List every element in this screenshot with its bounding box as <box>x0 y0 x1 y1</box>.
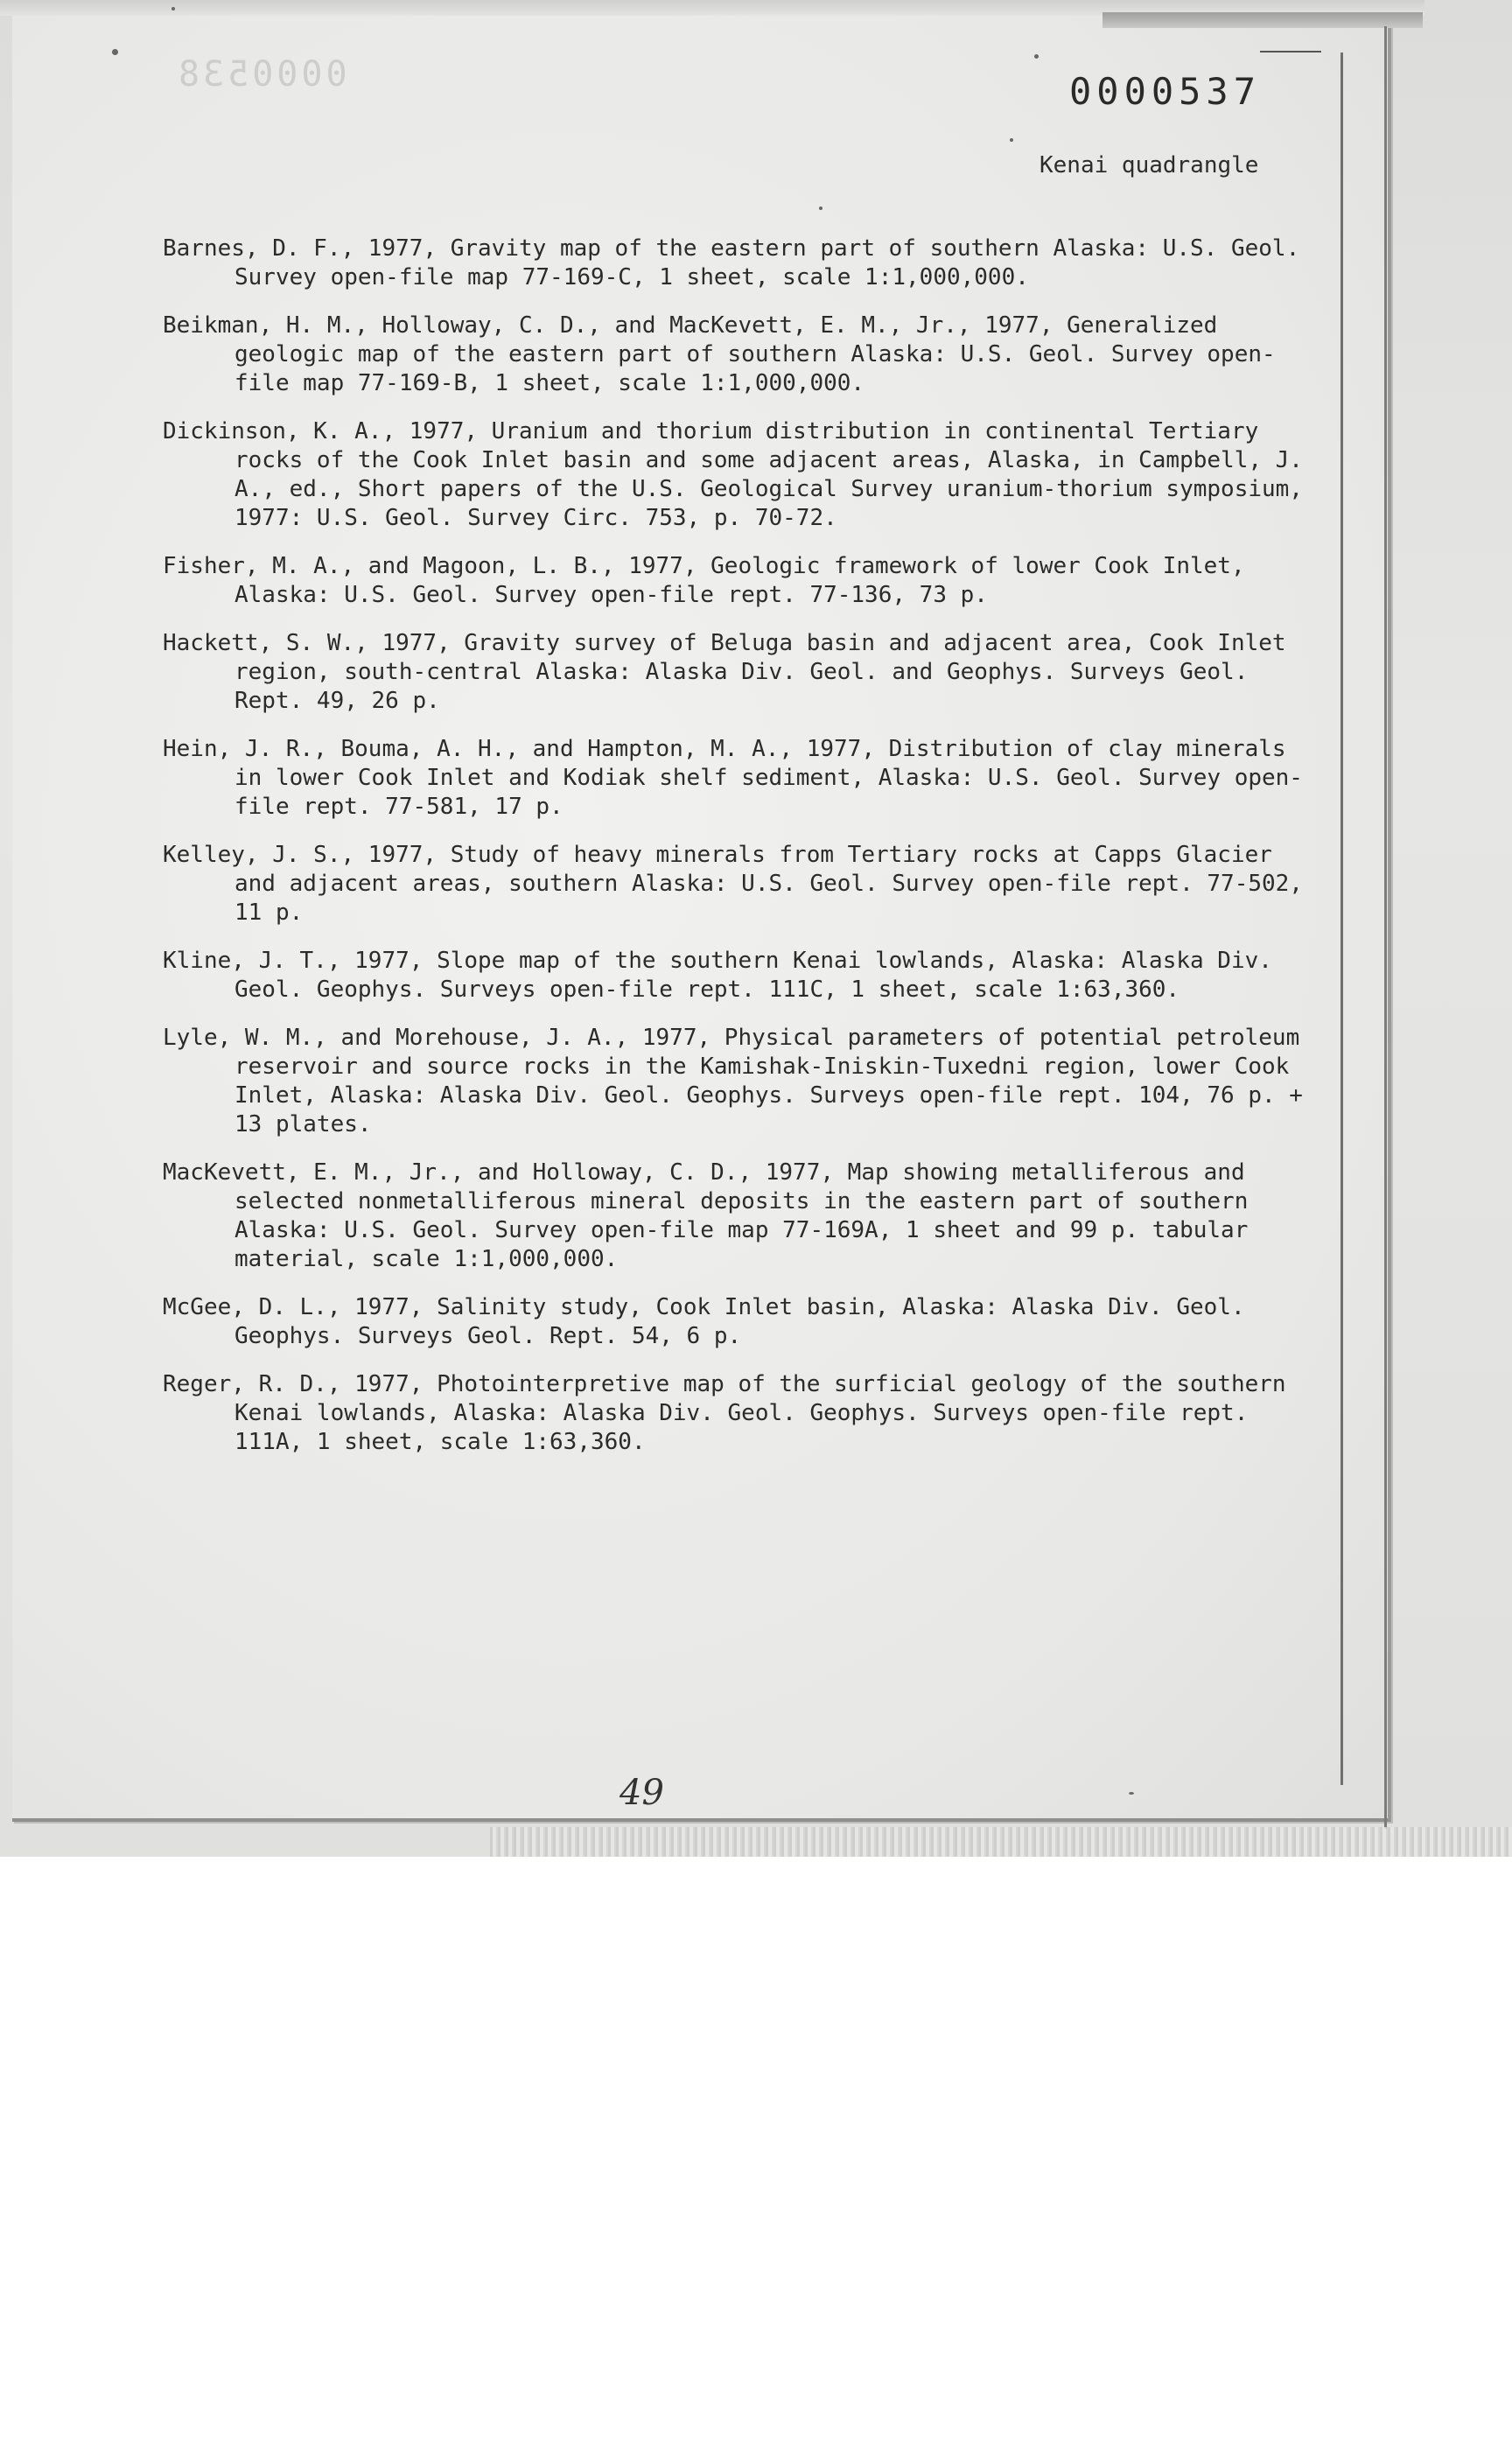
bleed-through-stamp: 0000538 <box>175 54 347 94</box>
scan-speck <box>1129 1792 1134 1795</box>
handwritten-page-number: 49 <box>620 1773 664 1813</box>
scan-top-edge-shadow <box>1102 12 1423 28</box>
reference-entry: MacKevett, E. M., Jr., and Holloway, C. D., 1977, Map showing metalliferous and selected nonmetalliferous mineral deposits in the eastern part of southern Alaska: U.S. Geol. Survey open-file map 77-169A, 1 sheet and 99 p. tabular material, scale 1:1,000,000. <box>163 1159 1249 1272</box>
corner-rule <box>1260 51 1321 52</box>
reference-entry: McGee, D. L., 1977, Salinity study, Cook Inlet basin, Alaska: Alaska Div. Geol. Geophys. Surveys Geol. Rept. 54, 6 p. <box>163 1294 1245 1349</box>
reference-entry: Reger, R. D., 1977, Photointerpretive map of the surficial geology of the southern Kenai lowlands, Alaska: Alaska Div. Geol. Geophys. Surveys open-file rept. 111A, 1 sheet, scale 1:63,360. <box>163 1371 1286 1455</box>
page-right-border <box>1340 52 1343 1785</box>
quadrangle-heading: Kenai quadrangle <box>1040 152 1259 178</box>
reference-entry: Lyle, W. M., and Morehouse, J. A., 1977, Physical parameters of potential petroleum reservoir and source rocks in the Kamishak-Iniskin-Tuxedni region, lower Cook Inlet, Alaska: Alaska Div. Geol. Geophys. Surveys open-file rept. 104, 76 p. + 13 plates. <box>163 1025 1303 1138</box>
scan-speck <box>112 49 118 55</box>
reference-entry: Hein, J. R., Bouma, A. H., and Hampton, M. A., 1977, Distribution of clay minerals in lower Cook Inlet and Kodiak shelf sediment, Alaska: U.S. Geol. Survey open-file rept. 77-581, 17 p. <box>163 736 1303 820</box>
reference-entry: Dickinson, K. A., 1977, Uranium and thorium distribution in continental Tertiary rocks of the Cook Inlet basin and some adjacent areas, Alaska, in Campbell, J. A., ed., Short papers of the U.S. Geological Survey uranium-thorium symposium, 1977: U.S. Geol. Survey Circ. 753, p. 70-72. <box>163 418 1303 531</box>
reference-entry: Kline, J. T., 1977, Slope map of the southern Kenai lowlands, Alaska: Alaska Div. Geol. Geophys. Surveys open-file rept. 111C, 1 sheet, scale 1:63,360. <box>163 948 1272 1003</box>
page-outer-border <box>1384 26 1387 1829</box>
reference-entry: Hackett, S. W., 1977, Gravity survey of Beluga basin and adjacent area, Cook Inlet region, south-central Alaska: Alaska Div. Geol. and Geophys. Surveys Geol. Rept. 49, 26 p. <box>163 630 1286 714</box>
scan-bottom-noise <box>490 1827 1512 1857</box>
reference-entry: Beikman, H. M., Holloway, C. D., and MacKevett, E. M., Jr., 1977, Generalized geologic map of the eastern part of southern Alaska: U.S. Geol. Survey open-file map 77-169-B, 1 sheet, scale 1:1,000,000. <box>163 312 1276 396</box>
scan-speck <box>172 7 175 10</box>
scan-speck <box>1034 54 1039 59</box>
scan-speck <box>819 206 822 210</box>
reference-entry: Barnes, D. F., 1977, Gravity map of the eastern part of southern Alaska: U.S. Geol. Survey open-file map 77-169-C, 1 sheet, scale 1:1,000,000. <box>163 235 1300 290</box>
scan-speck <box>1010 138 1013 142</box>
reference-entry: Fisher, M. A., and Magoon, L. B., 1977, Geologic framework of lower Cook Inlet, Alaska: U.S. Geol. Survey open-file rept. 77-136, 73 p. <box>163 553 1245 608</box>
reference-list <box>163 234 1326 1476</box>
document-stamp-number: 0000537 <box>1069 70 1262 113</box>
reference-entry: Kelley, J. S., 1977, Study of heavy minerals from Tertiary rocks at Capps Glacier and adjacent areas, southern Alaska: U.S. Geol. Survey open-file rept. 77-502, 11 p. <box>163 842 1303 926</box>
